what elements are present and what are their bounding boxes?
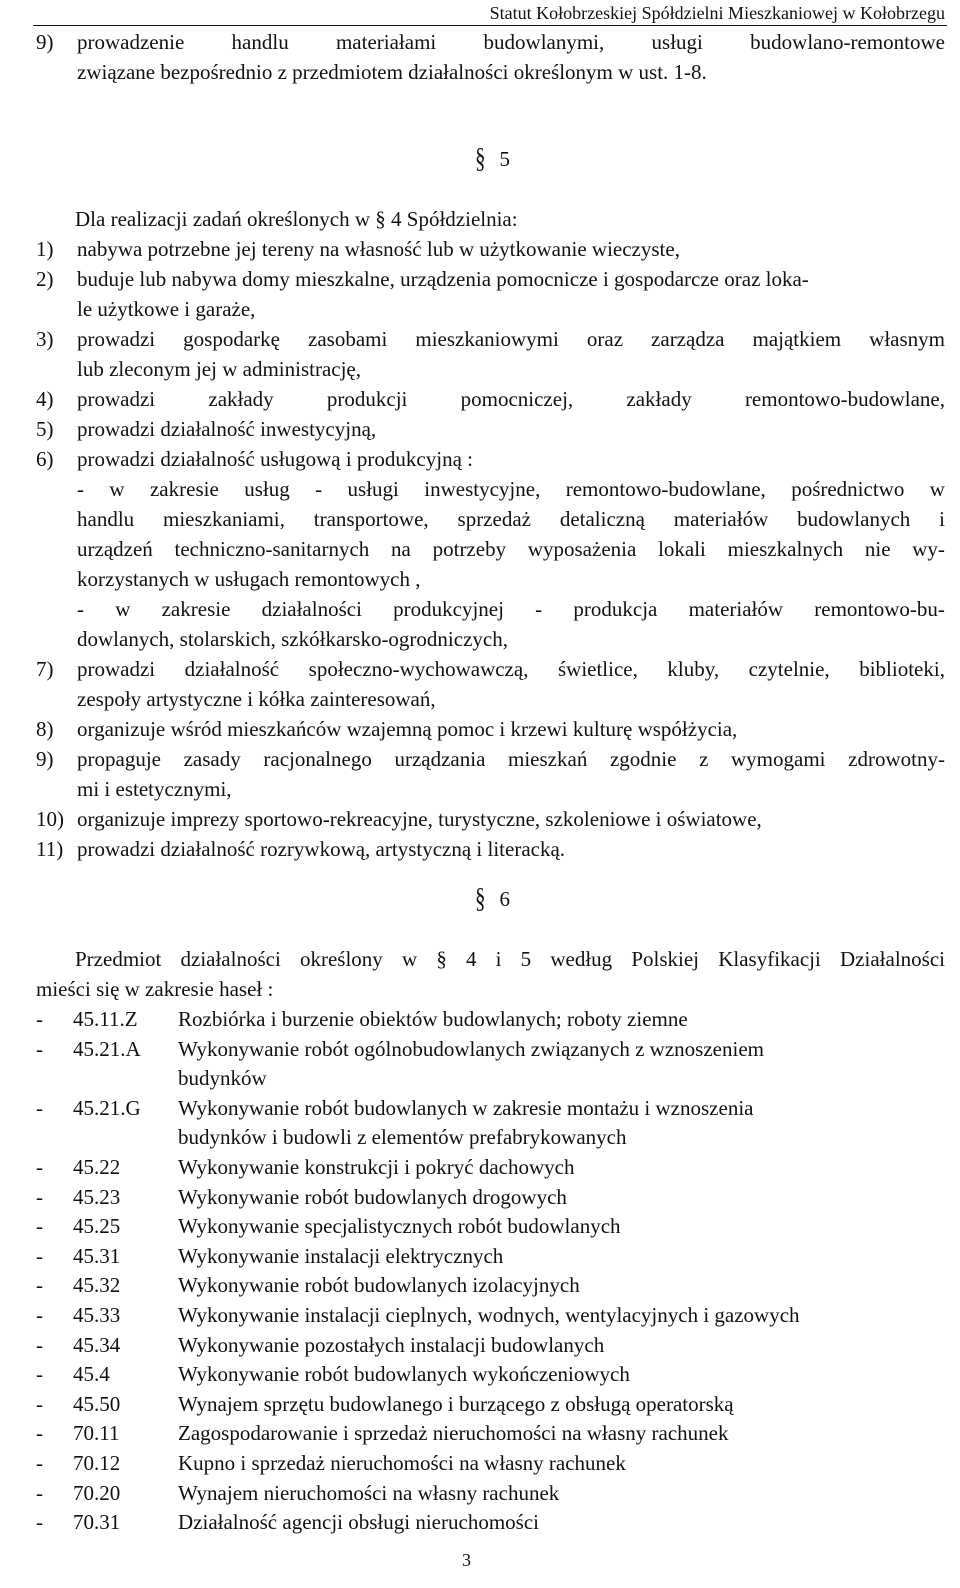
entry-dash: - [36, 1037, 43, 1061]
item-text-line: prowadzi działalność inwestycyjną, [77, 417, 377, 441]
entry-dash: - [36, 1362, 43, 1386]
pkd-description: Wykonywanie robót budowlanych w zakresie montażu i wznoszenia [178, 1096, 754, 1120]
pkd-code: 45.4 [73, 1362, 110, 1386]
section-heading-5 [475, 141, 510, 175]
pkd-description: Rozbiórka i burzenie obiektów budowlanych; roboty ziemne [178, 1007, 688, 1031]
item-text-line: lub zleconym jej w administrację, [77, 357, 361, 381]
item-text-line: - w zakresie usług - usługi inwestycyjne, remontowo-budowlane, pośrednictwo w [77, 477, 945, 501]
pkd-code: 45.21.A [73, 1037, 141, 1061]
pkd-description: budynków [178, 1066, 267, 1090]
item-number: 4) [36, 387, 54, 411]
pkd-code: 45.34 [73, 1333, 121, 1357]
item-text-line: dowlanych, stolarskich, szkółkarsko-ogrodniczych, [77, 627, 508, 651]
running-header: Statut Kołobrzeskiej Spółdzielni Mieszkaniowej w Kołobrzegu [489, 3, 945, 23]
section-intro: Dla realizacji zadań określonych w § 4 Spółdzielnia: [75, 207, 518, 231]
entry-dash: - [36, 1451, 43, 1475]
pkd-description: Wykonywanie robót budowlanych wykończeniowych [178, 1362, 630, 1386]
item-text-line: nabywa potrzebne jej tereny na własność lub w użytkowanie wieczyste, [77, 237, 680, 261]
section-intro: mieści się w zakresie haseł : [36, 977, 274, 1001]
item-text-line: związane bezpośrednio z przedmiotem działalności określonym w ust. 1-8. [77, 60, 707, 84]
section-number: 5 [499, 147, 510, 171]
pkd-description: Działalność agencji obsługi nieruchomości [178, 1510, 539, 1534]
item-text-line: buduje lub nabywa domy mieszkalne, urządzenia pomocnicze i gospodarcze oraz loka- [77, 267, 809, 291]
item-number: 5) [36, 417, 54, 441]
item-text-line: korzystanych w usługach remontowych , [77, 567, 421, 591]
entry-dash: - [36, 1185, 43, 1209]
pkd-code: 70.11 [73, 1421, 120, 1445]
pkd-code: 45.21.G [73, 1096, 141, 1120]
item-text-line: zespoły artystyczne i kółka zainteresowań, [77, 687, 436, 711]
pkd-description: Wykonywanie konstrukcji i pokryć dachowych [178, 1155, 575, 1179]
pkd-code: 70.31 [73, 1510, 121, 1534]
entry-dash: - [36, 1244, 43, 1268]
pkd-description: Wykonywanie pozostałych instalacji budowlanych [178, 1333, 605, 1357]
pkd-code: 45.22 [73, 1155, 121, 1179]
item-number: 11) [36, 837, 64, 861]
item-number: 9) [36, 30, 54, 54]
item-text-line: handlu mieszkaniami, transportowe, sprzedaż detaliczną materiałów budowlanych i [77, 507, 945, 531]
pkd-description: Wynajem nieruchomości na własny rachunek [178, 1481, 560, 1505]
pkd-code: 45.50 [73, 1392, 121, 1416]
item-text-line: organizuje wśród mieszkańców wzajemną pomoc i krzewi kulturę współżycia, [77, 717, 738, 741]
pkd-description: Wykonywanie robót ogólnobudowlanych związanych z wznoszeniem [178, 1037, 764, 1061]
item-text-line: organizuje imprezy sportowo-rekreacyjne, turystyczne, szkoleniowe i oświatowe, [77, 807, 762, 831]
pkd-description: Wykonywanie robót budowlanych drogowych [178, 1185, 567, 1209]
item-text-line: prowadzi gospodarkę zasobami mieszkaniowymi oraz zarządza majątkiem własnym [77, 327, 945, 351]
pkd-description: Wykonywanie specjalistycznych robót budowlanych [178, 1214, 621, 1238]
pkd-code: 45.33 [73, 1303, 121, 1327]
entry-dash: - [36, 1333, 43, 1357]
entry-dash: - [36, 1273, 43, 1297]
pkd-code: 45.25 [73, 1214, 121, 1238]
section-number: 6 [499, 887, 510, 911]
section-heading-6 [475, 881, 510, 915]
item-text-line: prowadzi zakłady produkcji pomocniczej, zakłady remontowo-budowlane, [77, 387, 945, 411]
item-text-line: - w zakresie działalności produkcyjnej - produkcja materiałów remontowo-bu- [77, 597, 945, 621]
section-symbol: § [475, 141, 486, 175]
pkd-code: 45.31 [73, 1244, 121, 1268]
item-text-line: prowadzi działalność społeczno-wychowawczą, świetlice, kluby, czytelnie, biblioteki, [77, 657, 945, 681]
pkd-description: Wykonywanie instalacji cieplnych, wodnych, wentylacyjnych i gazowych [178, 1303, 800, 1327]
entry-dash: - [36, 1007, 43, 1031]
item-number: 9) [36, 747, 54, 771]
item-text-line: le użytkowe i garaże, [77, 297, 256, 321]
item-text-line: prowadzenie handlu materiałami budowlanymi, usługi budowlano-remontowe [77, 30, 945, 54]
entry-dash: - [36, 1392, 43, 1416]
entry-dash: - [36, 1421, 43, 1445]
pkd-description: Wykonywanie robót budowlanych izolacyjnych [178, 1273, 580, 1297]
item-number: 8) [36, 717, 54, 741]
item-number: 2) [36, 267, 54, 291]
pkd-description: Wykonywanie instalacji elektrycznych [178, 1244, 504, 1268]
pkd-code: 70.20 [73, 1481, 121, 1505]
item-number: 3) [36, 327, 54, 351]
item-text-line: urządzeń techniczno-sanitarnych na potrzeby wyposażenia lokali mieszkalnych nie wy- [77, 537, 945, 561]
pkd-description: Kupno i sprzedaż nieruchomości na własny rachunek [178, 1451, 626, 1475]
section-symbol: § [475, 881, 486, 915]
pkd-description: Wynajem sprzętu budowlanego i burzącego z obsługą operatorską [178, 1392, 734, 1416]
entry-dash: - [36, 1481, 43, 1505]
entry-dash: - [36, 1214, 43, 1238]
pkd-code: 45.23 [73, 1185, 121, 1209]
pkd-code: 45.32 [73, 1273, 121, 1297]
item-number: 7) [36, 657, 54, 681]
section-intro: Przedmiot działalności określony w § 4 i 5 według Polskiej Klasyfikacji Działalności [75, 947, 945, 971]
header-rule [33, 25, 947, 26]
item-text-line: prowadzi działalność rozrywkową, artystyczną i literacką. [77, 837, 566, 861]
item-number: 10) [36, 807, 64, 831]
item-number: 1) [36, 237, 54, 261]
item-text-line: prowadzi działalność usługową i produkcyjną : [77, 447, 473, 471]
entry-dash: - [36, 1510, 43, 1534]
pkd-code: 70.12 [73, 1451, 121, 1475]
pkd-description: budynków i budowli z elementów prefabrykowanych [178, 1125, 627, 1149]
pkd-code: 45.11.Z [73, 1007, 138, 1031]
page-number: 3 [462, 1550, 471, 1570]
item-text-line: propaguje zasady racjonalnego urządzania mieszkań zgodnie z wymogami zdrowotny- [77, 747, 945, 771]
entry-dash: - [36, 1155, 43, 1179]
pkd-description: Zagospodarowanie i sprzedaż nieruchomości na własny rachunek [178, 1421, 729, 1445]
entry-dash: - [36, 1303, 43, 1327]
item-number: 6) [36, 447, 54, 471]
entry-dash: - [36, 1096, 43, 1120]
item-text-line: mi i estetycznymi, [77, 777, 232, 801]
